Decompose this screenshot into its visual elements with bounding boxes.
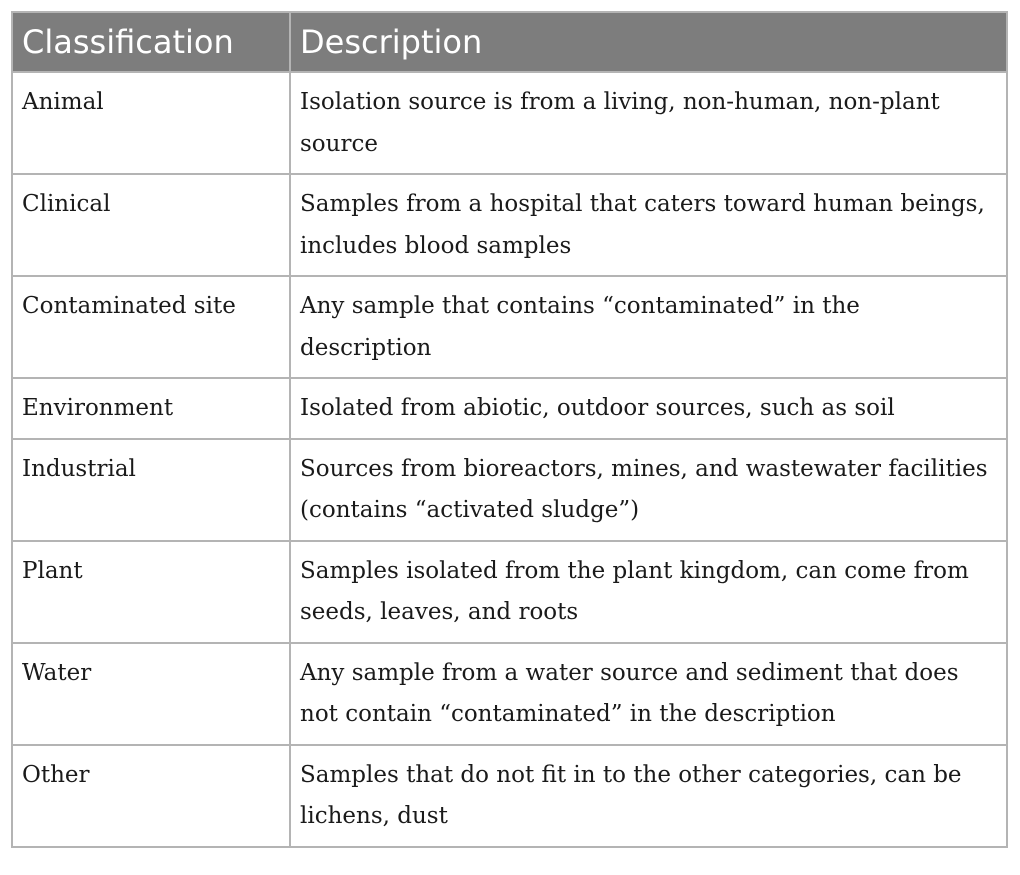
- table-row: [12, 541, 1007, 643]
- classification-table-container: [11, 11, 1006, 848]
- table-row: [12, 745, 1007, 847]
- classification-cell: Other: [12, 745, 290, 847]
- classification-cell: Water: [12, 643, 290, 745]
- description-cell: Any sample from a water source and sediment that does not contain “contaminated” in the description: [290, 643, 1007, 745]
- description-cell: Samples from a hospital that caters toward human beings, includes blood samples: [290, 174, 1007, 276]
- table-header-row: [12, 12, 1007, 72]
- classification-cell: Animal: [12, 72, 290, 174]
- table-row: [12, 378, 1007, 439]
- description-cell: Sources from bioreactors, mines, and wastewater facilities (contains “activated sludge”): [290, 439, 1007, 541]
- description-cell: Isolation source is from a living, non-human, non-plant source: [290, 72, 1007, 174]
- table-row: [12, 72, 1007, 174]
- description-cell: Samples isolated from the plant kingdom, can come from seeds, leaves, and roots: [290, 541, 1007, 643]
- classification-table: [11, 11, 1008, 848]
- table-row: [12, 174, 1007, 276]
- table-row: [12, 276, 1007, 378]
- header-description: Description: [290, 12, 1007, 72]
- table-row: [12, 643, 1007, 745]
- classification-cell: Industrial: [12, 439, 290, 541]
- classification-cell: Plant: [12, 541, 290, 643]
- classification-cell: Contaminated site: [12, 276, 290, 378]
- table-row: [12, 439, 1007, 541]
- header-classification: Classification: [12, 12, 290, 72]
- classification-cell: Environment: [12, 378, 290, 439]
- description-cell: Any sample that contains “contaminated” in the description: [290, 276, 1007, 378]
- description-cell: Samples that do not fit in to the other categories, can be lichens, dust: [290, 745, 1007, 847]
- description-cell: Isolated from abiotic, outdoor sources, such as soil: [290, 378, 1007, 439]
- classification-cell: Clinical: [12, 174, 290, 276]
